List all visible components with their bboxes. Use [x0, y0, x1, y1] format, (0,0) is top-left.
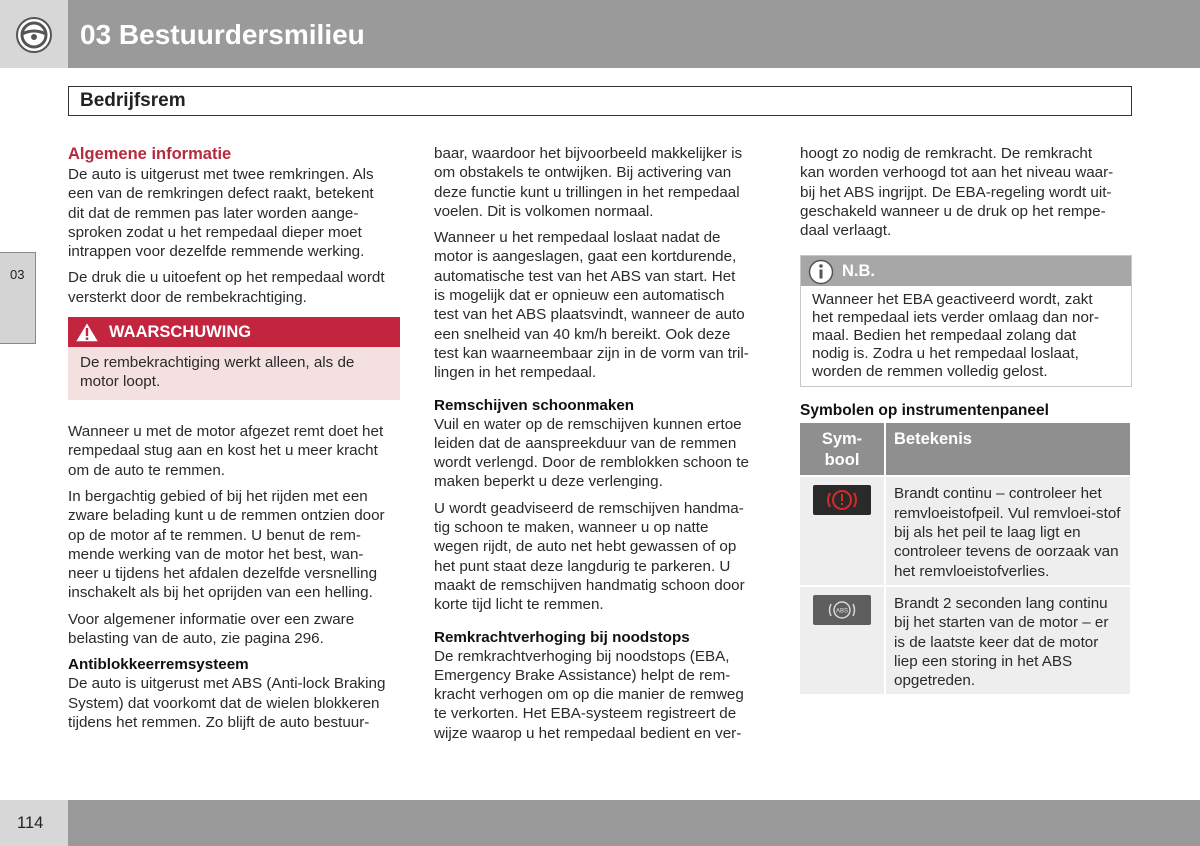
chapter-side-tab-label: 03 — [10, 267, 25, 282]
paragraph: De auto is uitgerust met ABS (Anti-lock Braking System) dat voorkomt dat de wielen blokkeren tijdens het remmen. Zo blijft de auto bestuur- — [68, 675, 386, 731]
table-header-symbol: Sym- bool — [800, 423, 884, 475]
info-icon — [808, 259, 834, 285]
paragraph: baar, waardoor het bijvoorbeeld makkelijker is om obstakels te ontwijken. Bij activering van deze functie kunt u trillingen in het rempedaal voelen. Dit is volkomen normaal. — [434, 145, 743, 220]
table-header-row — [800, 423, 1130, 475]
warning-triangle-icon — [73, 320, 101, 344]
note-text: Wanneer het EBA geactiveerd wordt, zakt het rempedaal iets verder omlaag dan nor- maal. Bedien het rempedaal zolang dat nodig is. Zodra u het rempedaal loslaat, worden de remmen volledig gelost. — [801, 286, 1131, 386]
paragraph: hoogt zo nodig de remkracht. De remkracht kan worden verhoogd tot aan het niveau waar- bij het ABS ingrijpt. De EBA-regeling wordt uit- geschakeld wanneer u de druk op het rempe- daal verlaagt. — [800, 145, 1114, 240]
paragraph: De auto is uitgerust met twee remkringen. Als een van de remkringen defect raakt, betekent dit dat de remmen pas later worden aange- sproken zodat u het rempedaal dieper moet intrappen voor dezelfde remmende werking. — [68, 166, 374, 261]
heading-abs: Antiblokkeerremsysteem — [68, 656, 249, 674]
heading-eba: Remkrachtverhoging bij noodstops — [434, 628, 690, 646]
paragraph: Wanneer u met de motor afgezet remt doet het rempedaal stug aan en kost het u meer kracht om de auto te remmen. — [68, 423, 384, 479]
chapter-title: 03 Bestuurdersmilieu — [80, 19, 365, 50]
text-column-1 — [68, 144, 402, 739]
svg-text:ABS: ABS — [835, 608, 849, 615]
paragraph: Vuil en water op de remschijven kunnen ertoe leiden dat de aanspreekduur van de remmen wordt verlengd. Door de remblokken schoon te maken beperkt u deze verlenging. — [434, 415, 749, 491]
page-header — [0, 0, 1200, 68]
heading-general-info: Algemene informatie — [68, 145, 232, 163]
symbols-table — [798, 421, 1132, 696]
abs-warning-icon — [813, 595, 871, 625]
warning-text: De rembekrachtiging werkt alleen, als de motor loopt. — [68, 347, 400, 400]
steering-wheel-icon — [15, 16, 53, 54]
symbol-cell — [800, 477, 884, 584]
paragraph: De remkrachtverhoging bij noodstops (EBA, Emergency Brake Assistance) helpt de rem- kracht verhogen om op die manier de remweg te verkorten. Het EBA-systeem registreert de wijze waarop u het rempedaal bedient en ver- — [434, 647, 744, 742]
note-box — [800, 255, 1132, 387]
paragraph: U wordt geadviseerd de remschijven handma- tig schoon te maken, wanneer u op natte wegen rijdt, de auto net hebt gewassen of op het punt staat deze langdurig te parkeren. U maakt de remschijven handmatig schoon door korte tijd licht te remmen. — [434, 499, 745, 614]
meaning-cell: Brandt 2 seconden lang continu bij het starten van de motor – er is de laatste keer dat de motor liep een storing in het ABS opgetreden. — [886, 587, 1130, 694]
brake-warning-icon — [813, 485, 871, 515]
meaning-cell: Brandt continu – controleer het remvloeistofpeil. Vul remvloei-stof bij als het peil te laag ligt en controleer tevens de oorzaak van het remvloeistofverlies. — [886, 477, 1130, 584]
section-title: Bedrijfsrem — [80, 90, 186, 111]
chapter-icon-box — [0, 0, 68, 68]
paragraph: De druk die u uitoefent op het rempedaal wordt versterkt door de rembekrachtiging. — [68, 269, 385, 306]
note-header — [801, 256, 1131, 286]
text-column-2 — [434, 144, 770, 750]
table-row — [800, 477, 1130, 584]
symbol-cell — [800, 587, 884, 694]
paragraph: In bergachtig gebied of bij het rijden met een zware belading kunt u de remmen ontzien door op de motor af te remmen. U benut de rem- mende werking van de motor het best, wan- neer u tijdens het afdalen dezelfde versnelling inschakelt als bij het oprijden van een helling. — [68, 487, 385, 602]
table-header-meaning: Betekenis — [886, 423, 1130, 475]
page-number: 114 — [17, 814, 44, 832]
paragraph: Voor algemener informatie over een zware belasting van de auto, zie pagina 296. — [68, 610, 355, 648]
warning-box — [68, 317, 400, 400]
paragraph: Wanneer u het rempedaal loslaat nadat de motor is aangeslagen, gaat een kortdurende, automatische test van het ABS van start. Het is mogelijk dat er opnieuw een automatisch test van het ABS plaatsvindt, wanneer de auto een snelheid van 40 km/h bereikt. Ook deze test kan waarneembaar zijn in de vorm van tril- lingen in het rempedaal. — [434, 229, 749, 382]
chapter-side-tab — [0, 252, 36, 344]
warning-header — [68, 317, 400, 347]
section-title-box — [68, 86, 1132, 116]
page-number-box — [0, 800, 68, 846]
note-title: N.B. — [842, 262, 875, 281]
heading-brake-discs: Remschijven schoonmaken — [434, 396, 635, 414]
text-column-3 — [800, 144, 1132, 696]
symbols-heading: Symbolen op instrumentenpaneel — [800, 402, 1049, 420]
warning-title: WAARSCHUWING — [109, 323, 252, 342]
table-row — [800, 587, 1130, 694]
page-footer — [0, 800, 1200, 846]
